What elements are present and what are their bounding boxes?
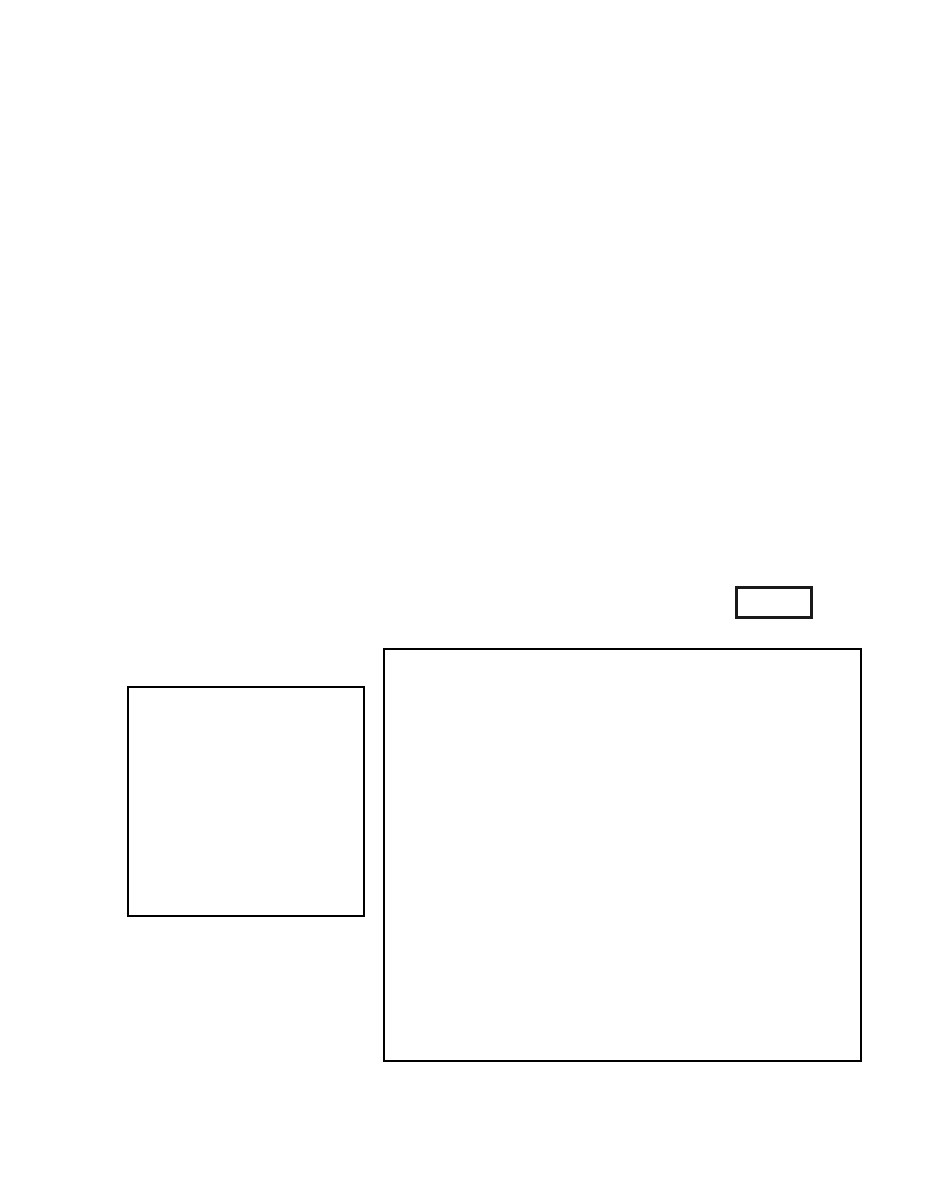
field-label [136,173,354,194]
table-row [136,173,354,194]
spectrum-trace-plot [395,702,853,1059]
spectrum-chart-container [383,648,862,1062]
pass-result-box [735,586,813,619]
field-label [136,152,354,173]
test-info-table [136,152,354,194]
analyzer-settings-box [127,686,365,917]
table-row [136,152,354,173]
